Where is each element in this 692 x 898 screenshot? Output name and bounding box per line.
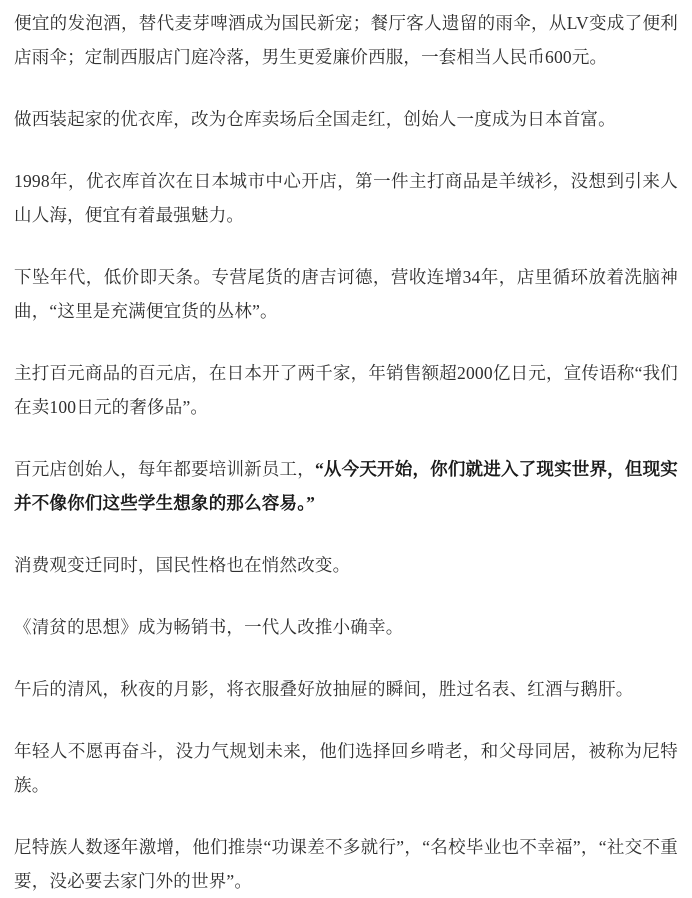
paragraph-prefix: 百元店创始人，每年都要培训新员工， [14, 459, 315, 479]
paragraph: 年轻人不愿再奋斗，没力气规划未来，他们选择回乡啃老，和父母同居，被称为尼特族。 [14, 741, 678, 795]
paragraph: 做西装起家的优衣库，改为仓库卖场后全国走红，创始人一度成为日本首富。 [14, 109, 616, 129]
article-body [0, 6, 692, 898]
paragraph: 《清贫的思想》成为畅销书，一代人改推小确幸。 [14, 617, 404, 637]
paragraph: 便宜的发泡酒，替代麦芽啤酒成为国民新宠；餐厅客人遗留的雨伞，从LV变成了便利店雨伞；定制西服店门庭冷落，男生更爱廉价西服，一套相当人民币600元。 [14, 13, 678, 67]
paragraph: 下坠年代，低价即天条。专营尾货的唐吉诃德，营收连增34年，店里循环放着洗脑神曲，“这里是充满便宜货的丛林”。 [14, 267, 678, 321]
paragraph: 消费观变迁同时，国民性格也在悄然改变。 [14, 555, 351, 575]
paragraph-with-quote [14, 452, 678, 520]
paragraph: 主打百元商品的百元店，在日本开了两千家，年销售额超2000亿日元，宣传语称“我们在卖100日元的奢侈品”。 [14, 363, 678, 417]
paragraph: 1998年，优衣库首次在日本城市中心开店，第一件主打商品是羊绒衫，没想到引来人山人海，便宜有着最强魅力。 [14, 171, 678, 225]
paragraph-quote: “从今天开始，你们就进入了现实世界，但现实并不像你们这些学生想象的那么容易。” [14, 459, 678, 513]
paragraph: 午后的清风，秋夜的月影，将衣服叠好放抽屉的瞬间，胜过名表、红酒与鹅肝。 [14, 679, 634, 699]
paragraph: 尼特族人数逐年激增，他们推崇“功课差不多就行”，“名校毕业也不幸福”，“社交不重要，没必要去家门外的世界”。 [14, 837, 678, 891]
